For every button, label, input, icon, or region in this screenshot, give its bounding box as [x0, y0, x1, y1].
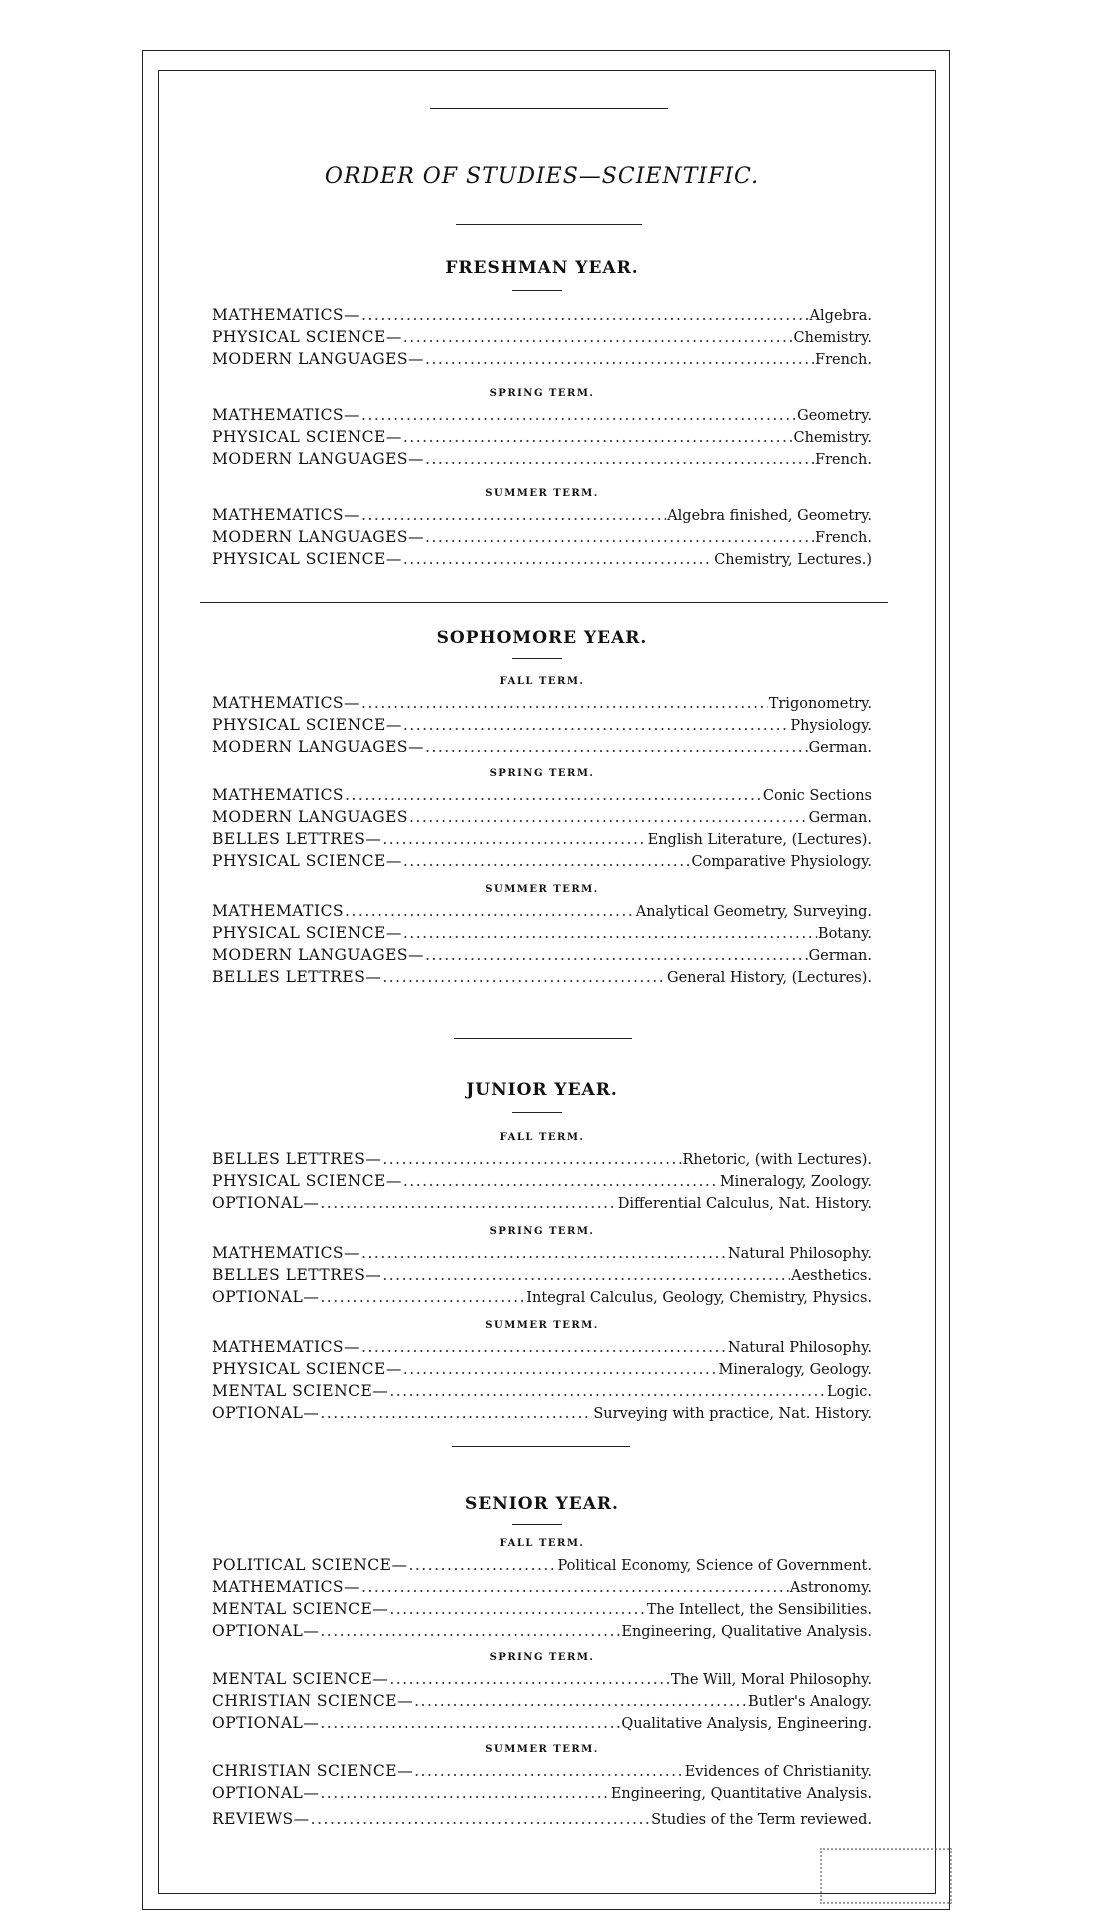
row-subject: MATHEMATICS—: [212, 1338, 361, 1356]
row-value: Natural Philosophy.: [727, 1246, 872, 1262]
row-subject: MENTAL SCIENCE—: [212, 1600, 389, 1618]
section-rule: [454, 1038, 632, 1039]
row-value: Differential Calculus, Nat. History.: [617, 1196, 872, 1212]
row-subject: OPTIONAL—: [212, 1784, 320, 1802]
row-subject: MATHEMATICS: [212, 902, 345, 920]
study-row: [212, 946, 872, 968]
year-title-freshman: FRESHMAN YEAR.: [445, 258, 639, 278]
leader-dots: [414, 1692, 747, 1710]
row-value: Astronomy.: [789, 1580, 872, 1596]
row-value: Algebra.: [809, 308, 872, 324]
row-value: Butler's Analogy.: [748, 1694, 872, 1710]
year-title-junior: JUNIOR YEAR.: [466, 1080, 618, 1100]
study-row: [212, 306, 872, 328]
leader-dots: [345, 786, 762, 804]
term-label: SUMMER TERM.: [485, 488, 599, 499]
row-subject: OPTIONAL—: [212, 1714, 320, 1732]
row-subject: PHYSICAL SCIENCE—: [212, 550, 402, 568]
row-subject: PHYSICAL SCIENCE—: [212, 1172, 402, 1190]
leader-dots: [361, 406, 796, 424]
row-value: Logic.: [826, 1384, 872, 1400]
study-row: [212, 1714, 872, 1736]
term-label: FALL TERM.: [499, 1132, 585, 1143]
row-subject: OPTIONAL—: [212, 1404, 320, 1422]
study-row: [212, 1194, 872, 1216]
row-value: Chemistry.: [793, 330, 872, 346]
term-label: SUMMER TERM.: [485, 1320, 599, 1331]
study-row: [212, 786, 872, 808]
study-row: [212, 550, 872, 572]
leader-dots: [361, 506, 666, 524]
study-row: [212, 924, 872, 946]
row-value: French.: [815, 452, 872, 468]
row-subject: MATHEMATICS—: [212, 306, 361, 324]
leader-dots: [382, 1150, 681, 1168]
row-subject: OPTIONAL—: [212, 1288, 320, 1306]
row-value: Engineering, Qualitative Analysis.: [621, 1624, 872, 1640]
row-subject: OPTIONAL—: [212, 1194, 320, 1212]
leader-dots: [425, 450, 814, 468]
study-row: [212, 428, 872, 450]
row-value: The Will, Moral Philosophy.: [670, 1672, 872, 1688]
row-value: The Intellect, the Sensibilities.: [646, 1602, 872, 1618]
study-row: [212, 1556, 872, 1578]
study-row: [212, 1382, 872, 1404]
row-value: German.: [808, 740, 872, 756]
row-value: Algebra finished, Geometry.: [667, 508, 872, 524]
leader-dots: [311, 1810, 650, 1828]
row-value: General History, (Lectures).: [667, 970, 872, 986]
study-row: [212, 1578, 872, 1600]
row-subject: BELLES LETTRES—: [212, 968, 382, 986]
leader-dots: [403, 1172, 719, 1190]
row-subject: MATHEMATICS—: [212, 1578, 361, 1596]
row-subject: MODERN LANGUAGES—: [212, 350, 425, 368]
row-value: Qualitative Analysis, Engineering.: [621, 1716, 872, 1732]
term-label: SPRING TERM.: [489, 1652, 595, 1663]
row-subject: MODERN LANGUAGES—: [212, 450, 425, 468]
row-value: Evidences of Christianity.: [684, 1764, 872, 1780]
leader-dots: [425, 350, 814, 368]
row-value: Engineering, Quantitative Analysis.: [610, 1786, 872, 1802]
study-row: [212, 852, 872, 874]
row-value: Analytical Geometry, Surveying.: [635, 904, 872, 920]
row-value: Surveying with practice, Nat. History.: [593, 1406, 872, 1422]
study-row: [212, 1150, 872, 1172]
row-subject: PHYSICAL SCIENCE—: [212, 924, 402, 942]
study-row: [212, 1600, 872, 1622]
leader-dots: [361, 1578, 789, 1596]
leader-dots: [403, 1360, 718, 1378]
leader-dots: [425, 738, 808, 756]
study-row: [212, 716, 872, 738]
year-underline: [512, 1112, 562, 1113]
row-value: Rhetoric, (with Lectures).: [682, 1152, 872, 1168]
study-row: [212, 528, 872, 550]
study-row: [212, 694, 872, 716]
row-subject: PHYSICAL SCIENCE—: [212, 1360, 402, 1378]
row-value: German.: [808, 810, 872, 826]
study-row: [212, 1172, 872, 1194]
row-subject: MENTAL SCIENCE—: [212, 1670, 389, 1688]
row-subject: BELLES LETTRES—: [212, 1266, 382, 1284]
row-subject: MODERN LANGUAGES—: [212, 528, 425, 546]
row-subject: MATHEMATICS—: [212, 1244, 361, 1262]
row-subject: CHRISTIAN SCIENCE—: [212, 1762, 414, 1780]
term-label: SUMMER TERM.: [485, 884, 599, 895]
leader-dots: [403, 852, 691, 870]
freshman-divider-rule: [200, 602, 888, 603]
study-row: [212, 406, 872, 428]
term-label: FALL TERM.: [499, 1538, 585, 1549]
top-rule: [430, 108, 668, 109]
row-subject: MATHEMATICS—: [212, 406, 361, 424]
row-value: German.: [808, 948, 872, 964]
study-row: [212, 738, 872, 760]
study-row: [212, 328, 872, 350]
row-value: Studies of the Term reviewed.: [651, 1812, 872, 1828]
leader-dots: [408, 1556, 556, 1574]
leader-dots: [361, 1244, 727, 1262]
row-value: French.: [815, 530, 872, 546]
leader-dots: [382, 1266, 790, 1284]
term-label: SPRING TERM.: [489, 768, 595, 779]
leader-dots: [425, 528, 814, 546]
row-subject: MODERN LANGUAGES—: [212, 946, 425, 964]
row-value: Comparative Physiology.: [691, 854, 872, 870]
leader-dots: [361, 306, 809, 324]
year-title-senior: SENIOR YEAR.: [465, 1494, 619, 1514]
row-subject: REVIEWS—: [212, 1810, 310, 1828]
row-subject: MATHEMATICS—: [212, 506, 361, 524]
study-row: [212, 1784, 872, 1806]
year-underline: [512, 658, 562, 659]
row-subject: MODERN LANGUAGES: [212, 808, 409, 826]
study-row: [212, 1622, 872, 1644]
study-row: [212, 450, 872, 472]
leader-dots: [320, 1194, 616, 1212]
row-subject: PHYSICAL SCIENCE—: [212, 428, 402, 446]
perforation-stamp: [820, 1848, 952, 1904]
study-row: [212, 808, 872, 830]
leader-dots: [389, 1670, 670, 1688]
study-row: [212, 1288, 872, 1310]
row-value: Mineralogy, Zoology.: [719, 1174, 872, 1190]
row-subject: OPTIONAL—: [212, 1622, 320, 1640]
row-value: Political Economy, Science of Government.: [557, 1558, 872, 1574]
year-underline: [512, 290, 562, 291]
leader-dots: [320, 1288, 525, 1306]
leader-dots: [320, 1714, 620, 1732]
row-subject: CHRISTIAN SCIENCE—: [212, 1692, 414, 1710]
row-value: Chemistry.: [793, 430, 872, 446]
study-row: [212, 1338, 872, 1360]
row-value: Conic Sections: [762, 788, 872, 804]
row-value: Physiology.: [790, 718, 872, 734]
row-value: Aesthetics.: [791, 1268, 872, 1284]
row-value: English Literature, (Lectures).: [647, 832, 872, 848]
leader-dots: [414, 1762, 684, 1780]
study-row: [212, 1244, 872, 1266]
row-value: Trigonometry.: [768, 696, 872, 712]
row-value: Natural Philosophy.: [727, 1340, 872, 1356]
leader-dots: [320, 1784, 609, 1802]
study-row: [212, 830, 872, 852]
row-subject: PHYSICAL SCIENCE—: [212, 328, 402, 346]
year-title-sophomore: SOPHOMORE YEAR.: [436, 628, 648, 648]
study-row: [212, 350, 872, 372]
leader-dots: [320, 1404, 592, 1422]
leader-dots: [320, 1622, 620, 1640]
leader-dots: [361, 1338, 727, 1356]
page-title: ORDER OF STUDIES—SCIENTIFIC.: [324, 164, 760, 189]
study-row: [212, 1404, 872, 1426]
row-value: Botany.: [817, 926, 872, 942]
leader-dots: [345, 902, 635, 920]
leader-dots: [403, 428, 793, 446]
row-subject: BELLES LETTRES—: [212, 1150, 382, 1168]
row-subject: POLITICAL SCIENCE—: [212, 1556, 408, 1574]
leader-dots: [361, 694, 768, 712]
term-label: SPRING TERM.: [489, 388, 595, 399]
leader-dots: [403, 924, 817, 942]
leader-dots: [382, 830, 646, 848]
study-row: [212, 1810, 872, 1832]
leader-dots: [389, 1382, 826, 1400]
year-underline: [512, 1524, 562, 1525]
row-subject: PHYSICAL SCIENCE—: [212, 852, 402, 870]
term-label: SPRING TERM.: [489, 1226, 595, 1237]
row-subject: MENTAL SCIENCE—: [212, 1382, 389, 1400]
row-value: Integral Calculus, Geology, Chemistry, Physics.: [526, 1290, 872, 1306]
study-row: [212, 1670, 872, 1692]
term-label: FALL TERM.: [499, 676, 585, 687]
study-row: [212, 1266, 872, 1288]
row-subject: BELLES LETTRES—: [212, 830, 382, 848]
leader-dots: [389, 1600, 645, 1618]
leader-dots: [409, 808, 808, 826]
title-rule: [456, 224, 642, 225]
study-row: [212, 902, 872, 924]
study-row: [212, 968, 872, 990]
study-row: [212, 1762, 872, 1784]
leader-dots: [425, 946, 808, 964]
study-row: [212, 1692, 872, 1714]
leader-dots: [403, 328, 793, 346]
row-subject: MATHEMATICS: [212, 786, 345, 804]
section-rule: [452, 1446, 630, 1447]
row-value: French.: [815, 352, 872, 368]
row-value: Geometry.: [797, 408, 872, 424]
row-subject: MODERN LANGUAGES—: [212, 738, 425, 756]
leader-dots: [382, 968, 666, 986]
leader-dots: [403, 716, 790, 734]
row-subject: MATHEMATICS—: [212, 694, 361, 712]
row-value: Chemistry, Lectures.): [714, 552, 872, 568]
study-row: [212, 1360, 872, 1382]
leader-dots: [403, 550, 713, 568]
study-row: [212, 506, 872, 528]
row-subject: PHYSICAL SCIENCE—: [212, 716, 402, 734]
term-label: SUMMER TERM.: [485, 1744, 599, 1755]
row-value: Mineralogy, Geology.: [718, 1362, 872, 1378]
